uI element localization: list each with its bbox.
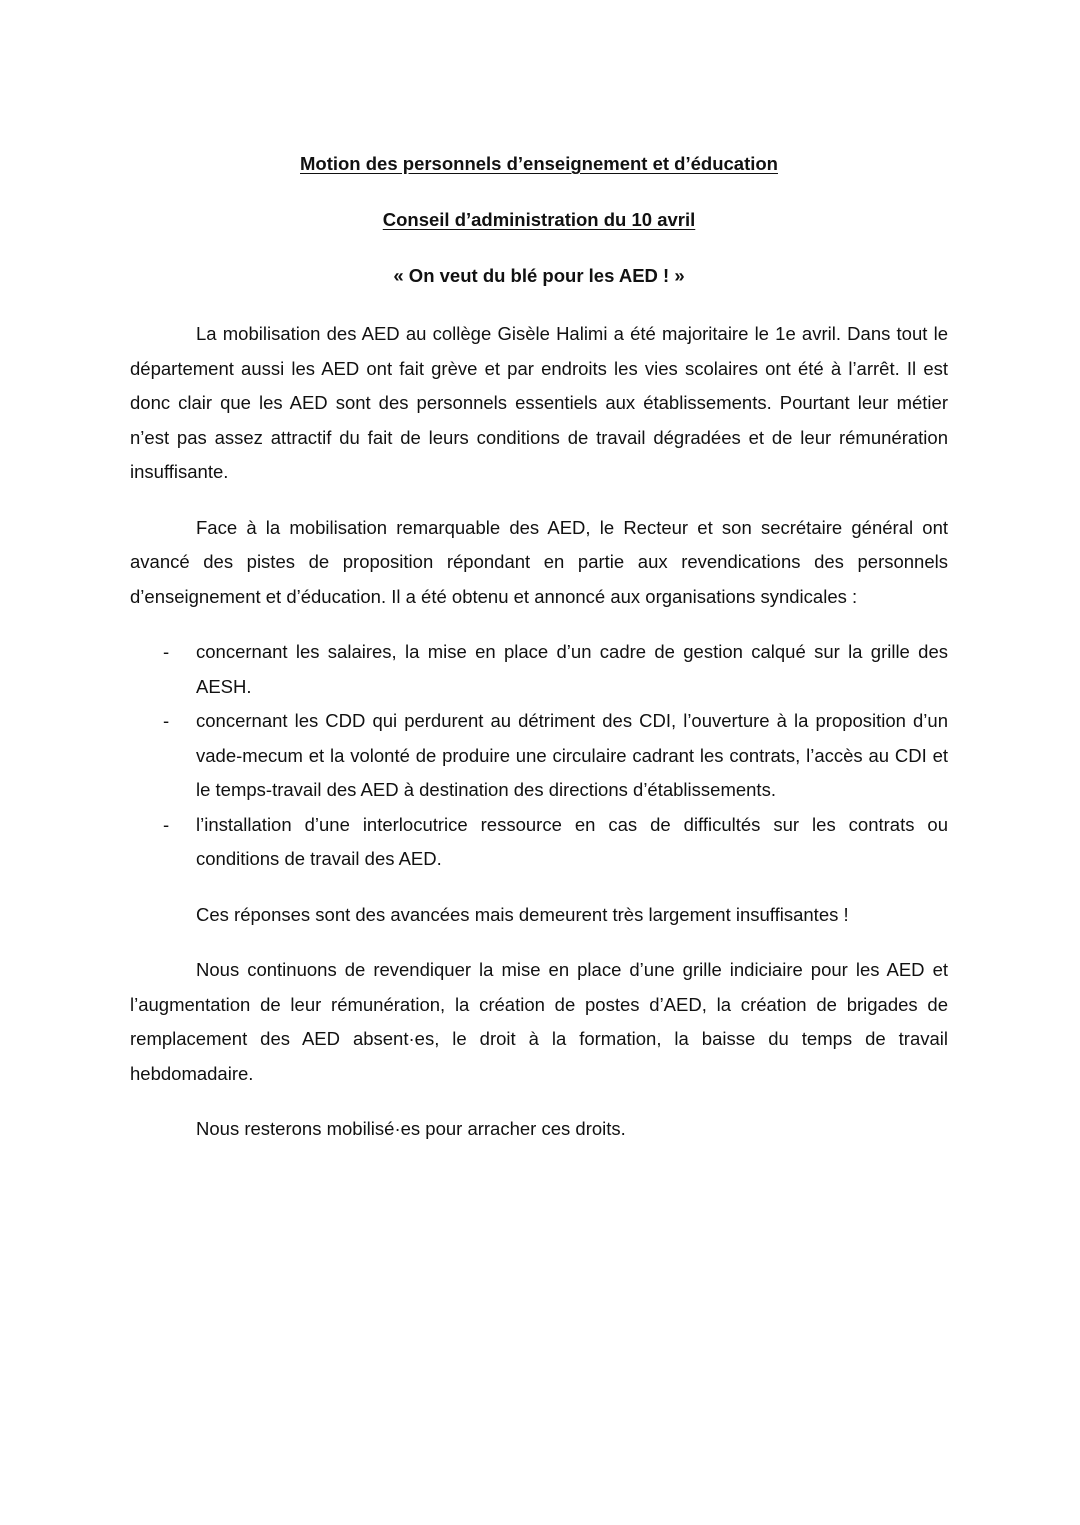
document-title: Motion des personnels d’enseignement et d’éducation [300, 153, 778, 174]
list-item [130, 808, 948, 877]
document-slogan: « On veut du blé pour les AED ! » [393, 265, 685, 286]
paragraph-proposals: Face à la mobilisation remarquable des AED, le Recteur et son secrétaire général ont avancé des pistes de proposition répondant en partie aux revendications des personnels d’enseignement et d’éducation. Il a été obtenu et annoncé aux organisations syndicales : [130, 516, 948, 607]
document-page [130, 150, 948, 1168]
list-item-text: l’installation d’une interlocutrice ressource en cas de difficultés sur les contrats ou conditions de travail des AED. [196, 813, 948, 869]
document-subtitle: Conseil d’administration du 10 avril [382, 209, 696, 230]
list-item-text: concernant les salaires, la mise en place d’un cadre de gestion calqué sur la grille des AESH. [196, 641, 948, 697]
paragraph-mobilisation: La mobilisation des AED au collège Gisèle Halimi a été majoritaire le 1e avril. Dans tout le département aussi les AED ont fait grève et par endroits les vies scolaires ont été à l’arrêt. Il est donc clair que les AED sont des personnels essentiels aux établissements. Pourtant leur métier n’est pas assez attractif du fait de leurs conditions de travail dégradées et de leur rémunération insuffisante. [130, 323, 948, 482]
proposal-list [130, 635, 948, 877]
bullet-dash: - [163, 813, 170, 835]
bullet-dash: - [163, 641, 170, 662]
list-item-text: concernant les CDD qui perdurent au détriment des CDI, l’ouverture à la proposition d’un vade-mecum et la volonté de produire une circulaire cadrant les contrats, l’accès au CDI et le temps-travail des AED à destination des directions d’établissements. [196, 710, 948, 800]
paragraph-demands: Nous continuons de revendiquer la mise en place d’une grille indiciaire pour les AED et l’augmentation de leur rémunération, la création de postes d’AED, la création de brigades de remplacement des AED absent·es, le droit à la formation, la baisse du temps de travail hebdomadaire. [130, 959, 948, 1084]
paragraph-insufficient: Ces réponses sont des avancées mais demeurent très largement insuffisantes ! [196, 903, 849, 925]
paragraph-closing: Nous resterons mobilisé·es pour arracher ces droits. [196, 1118, 626, 1139]
list-item [130, 635, 948, 704]
list-item [130, 704, 948, 808]
bullet-dash: - [163, 710, 170, 731]
